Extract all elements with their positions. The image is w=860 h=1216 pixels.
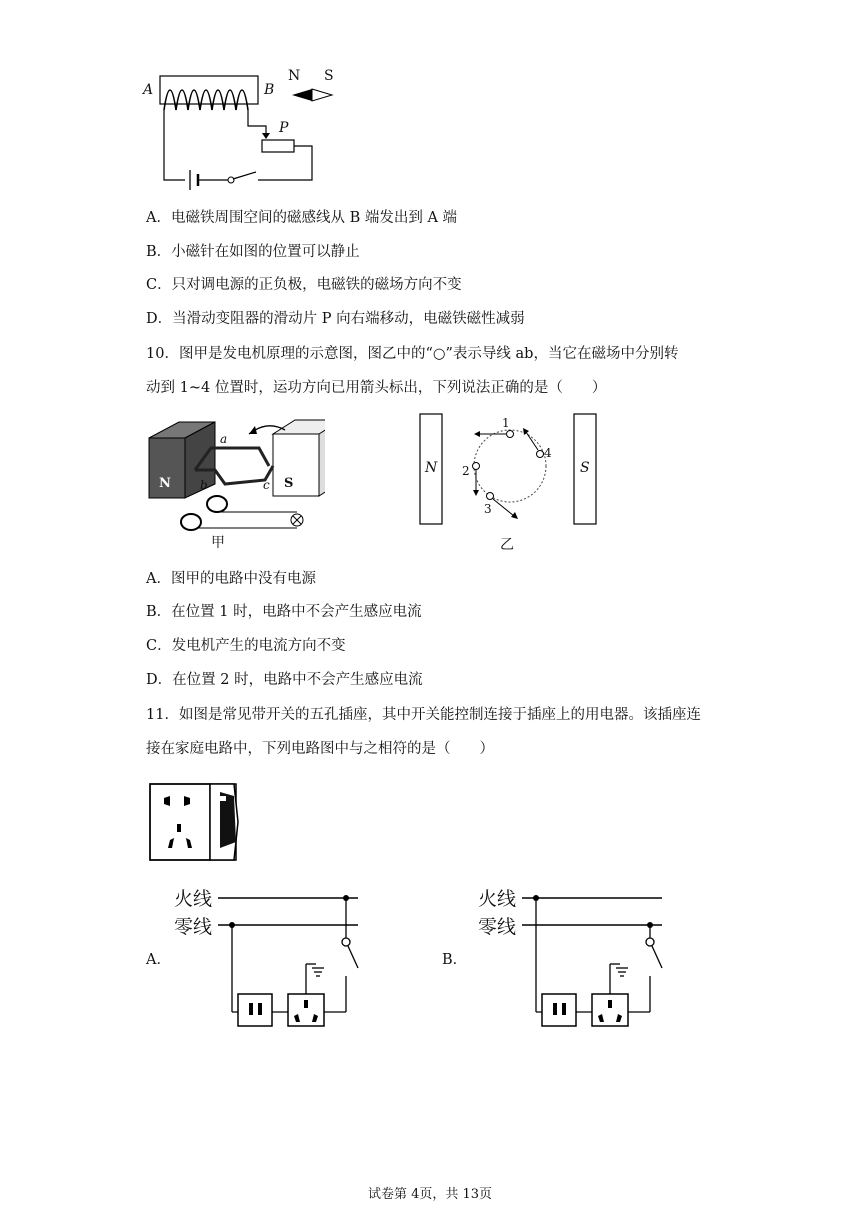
q10-option-b: B．在位置 1 时，电路中不会产生感应电流 <box>146 604 422 620</box>
q10-stem-line2: 动到 1~4 位置时，运功方向已用箭头标出，下列说法正确的是（ ） <box>146 380 607 396</box>
q11-circuit-a <box>170 880 370 1030</box>
q11-circuit-b <box>474 880 674 1030</box>
q11-stem-line2: 接在家庭电路中，下列电路图中与之相符的是（ ） <box>146 741 494 757</box>
circuit-a-neutral-label: 零线 <box>174 916 213 938</box>
yi-label-s: S <box>580 460 590 476</box>
q10-option-a: A．图甲的电路中没有电源 <box>146 571 316 587</box>
yi-label-4: 4 <box>544 446 552 460</box>
jia-caption: 甲 <box>211 535 225 551</box>
label-a: A <box>143 82 154 98</box>
jia-label-c: c <box>263 478 270 492</box>
electromagnet-circuit-diagram <box>140 70 350 195</box>
q9-option-c: C．只对调电源的正负极，电磁铁的磁场方向不变 <box>146 277 462 293</box>
q10-stem-line1: 10．图甲是发电机原理的示意图，图乙中的“○”表示导线 ab，当它在磁场中分别转 <box>146 346 679 362</box>
circuit-a-live-label: 火线 <box>174 888 213 910</box>
q9-option-d: D．当滑动变阻器的滑动片 P 向右端移动，电磁铁磁性减弱 <box>146 311 525 327</box>
label-p: P <box>279 120 289 136</box>
five-hole-socket-with-switch <box>148 782 240 862</box>
jia-label-n: N <box>159 476 171 491</box>
q10-option-c: C．发电机产生的电流方向不变 <box>146 638 346 654</box>
q10-figure-jia <box>145 412 325 552</box>
generator-diagram <box>145 412 325 552</box>
q9-figure <box>140 70 350 195</box>
q9-option-a: A．电磁铁周围空间的磁感线从 B 端发出到 A 端 <box>146 210 458 226</box>
jia-label-b: b <box>200 478 208 492</box>
circuit-a-label: A． <box>146 952 171 968</box>
q11-stem-line1: 11．如图是常见带开关的五孔插座，其中开关能控制连接于插座上的用电器。该插座连 <box>146 707 701 723</box>
jia-label-s: S <box>284 476 294 491</box>
yi-label-3: 3 <box>484 502 492 516</box>
label-b: B <box>264 82 275 98</box>
q11-socket-image <box>148 782 240 862</box>
yi-caption: 乙 <box>500 537 514 553</box>
q9-option-b: B．小磁针在如图的位置可以静止 <box>146 244 360 260</box>
circuit-b-label: B． <box>442 952 468 968</box>
yi-label-1: 1 <box>502 416 510 430</box>
jia-label-a: a <box>220 432 228 446</box>
yi-label-n: N <box>425 460 438 476</box>
circuit-b-neutral-label: 零线 <box>478 916 517 938</box>
yi-label-2: 2 <box>462 464 470 478</box>
circuit-b-live-label: 火线 <box>478 888 517 910</box>
q10-option-d: D．在位置 2 时，电路中不会产生感应电流 <box>146 672 423 688</box>
page-footer: 试卷第 4页，共 13页 <box>367 1187 493 1202</box>
label-s: S <box>324 68 334 84</box>
label-n: N <box>288 68 301 84</box>
q10-figure-yi <box>418 412 608 557</box>
